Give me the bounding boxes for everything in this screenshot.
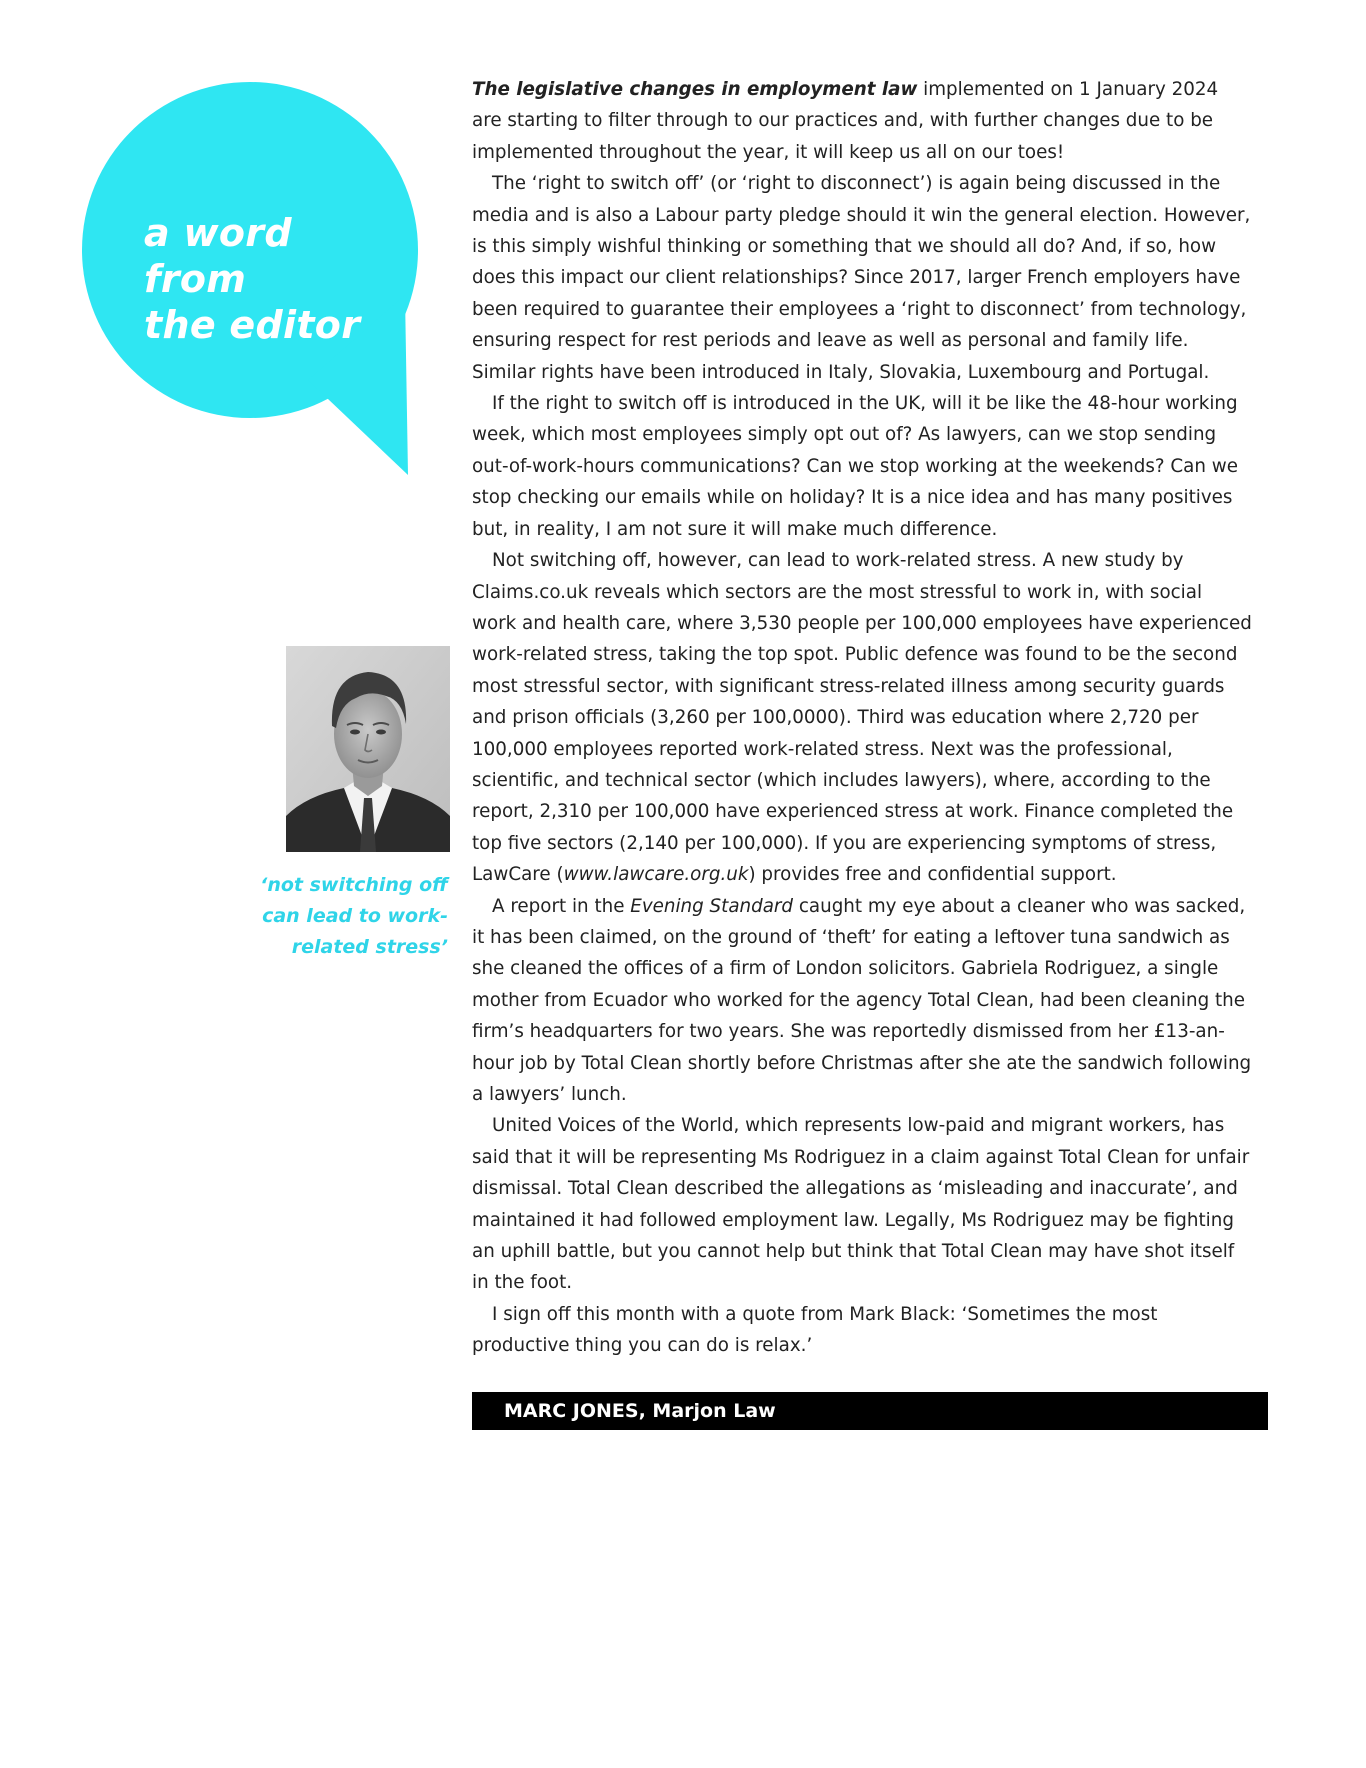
paragraph-4-text-b: ) provides free and confidential support. bbox=[748, 864, 1117, 886]
paragraph-5-text-a: A report in the bbox=[492, 895, 631, 917]
paragraph-4-text-a: Not switching off, however, can lead to work-related stress. A new study by Claims.co.uk reveals which sectors are the most stressful to work in, with social work and health care, where 3,530 people per 100,000 employees have experienced work-related stress, taking the top spot. Public defence was found to be the second most stressful sector, with significant stress-related illness among security guards and prison officials (3,260 per 100,0000). Third was education where 2,720 per 100,000 employees reported work-related stress. Next was the professional, scientific, and technical sector (which includes lawyers), where, according to the report, 2,310 per 100,000 have experienced stress at work. Finance completed the top five sectors (2,140 per 100,000). If you are experiencing symptoms of stress, LawCare ( bbox=[472, 550, 1252, 886]
article-body bbox=[472, 74, 1252, 1362]
editor-portrait-icon bbox=[286, 646, 450, 852]
pull-quote bbox=[248, 870, 448, 963]
publication-name: Evening Standard bbox=[630, 895, 794, 917]
section-title-line-2: the editor bbox=[144, 303, 361, 347]
paragraph-1 bbox=[472, 74, 1252, 168]
pull-quote-line-2: can lead to work- bbox=[262, 905, 448, 927]
paragraph-1-text: implemented on 1 January 2024 are starting to filter through to our practices and, with further changes due to be implemented throughout the year, it will keep us all on our toes! bbox=[472, 79, 1219, 163]
lawcare-link[interactable]: www.lawcare.org.uk bbox=[563, 864, 749, 886]
pull-quote-line-1: ‘not switching off bbox=[260, 874, 448, 896]
paragraph-2: The ‘right to switch off’ (or ‘right to disconnect’) is again being discussed in the media and is also a Labour party pledge should it win the general election. However, is this simply wishful thinking or something that we should all do? And, if so, how does this impact our client relationships? Since 2017, larger French employers have been required to guarantee their employees a ‘right to disconnect’ from technology, ensuring respect for rest periods and leave as well as personal and family life. Similar rights have been introduced in Italy, Slovakia, Luxembourg and Portugal. bbox=[472, 173, 1251, 383]
section-title bbox=[144, 210, 404, 348]
paragraph-5-text-b: caught my eye about a cleaner who was sacked, it has been claimed, on the ground of ‘theft’ for eating a leftover tuna sandwich as she cleaned the offices of a firm of London solicitors. Gabriela Rodriguez, a single mother from Ecuador who worked for the agency Total Clean, had been cleaning the firm’s headquarters for two years. She was reportedly dismissed from her £13-an-hour job by Total Clean shortly before Christmas after she ate the sandwich following a lawyers’ lunch. bbox=[472, 895, 1252, 1105]
paragraph-5 bbox=[472, 891, 1252, 1111]
lead-in: The legislative changes in employment law bbox=[472, 79, 918, 100]
paragraph-3: If the right to switch off is introduced in the UK, will it be like the 48-hour working week, which most employees simply opt out of? As lawyers, can we stop sending out-of-work-hours communications? Can we stop working at the weekends? Can we stop checking our emails while on holiday? It is a nice idea and has many positives but, in reality, I am not sure it will make much difference. bbox=[472, 393, 1238, 540]
signature-bar: MARC JONES, Marjon Law bbox=[472, 1392, 1268, 1430]
paragraph-4 bbox=[472, 545, 1252, 890]
pull-quote-line-3: related stress’ bbox=[291, 936, 448, 958]
section-title-line-1: a word from bbox=[144, 211, 292, 301]
editor-photo bbox=[286, 646, 450, 852]
paragraph-7: I sign off this month with a quote from Mark Black: ‘Sometimes the most productive thing you can do is relax.’ bbox=[472, 1303, 1158, 1357]
paragraph-6: United Voices of the World, which represents low-paid and migrant workers, has said that it will be representing Ms Rodriguez in a claim against Total Clean for unfair dismissal. Total Clean described the allegations as ‘misleading and inaccurate’, and maintained it had followed employment law. Legally, Ms Rodriguez may be fighting an uphill battle, but you cannot help but think that Total Clean may have shot itself in the foot. bbox=[472, 1115, 1250, 1294]
